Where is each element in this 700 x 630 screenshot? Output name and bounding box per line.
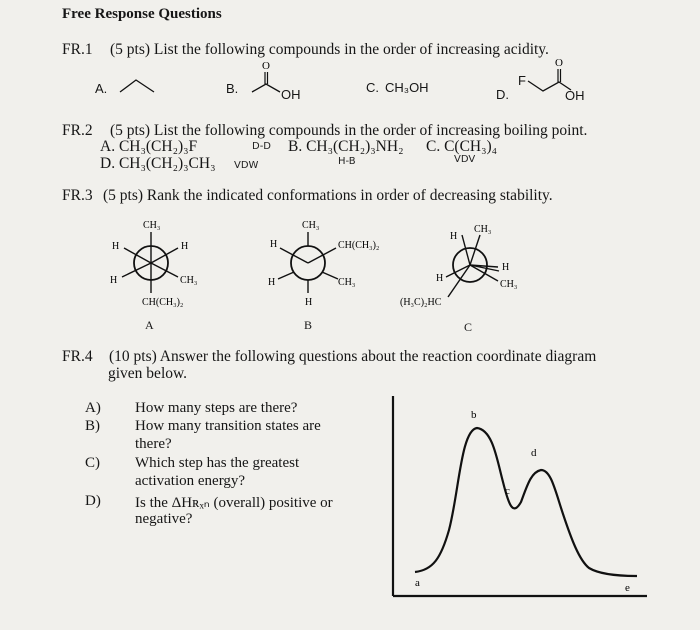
fr4-q-d-line2: negative? <box>135 511 193 527</box>
newman-a-lower-right: CH₃ <box>180 275 198 286</box>
fr4-q-a-letter: A) <box>85 400 101 416</box>
fr4-number: FR.4 <box>62 348 93 365</box>
fr4-q-b-line1: How many transition states are <box>135 418 321 434</box>
newman-b-top: CH₃ <box>302 220 320 231</box>
newman-c-lower-right: CH₃ <box>500 279 518 290</box>
newman-c-right: H <box>502 262 510 273</box>
diagram-label-b: b <box>471 409 477 421</box>
diagram-label-c: c <box>505 485 510 497</box>
fr2-note-b: H-B <box>338 156 356 167</box>
newman-a-top: CH₃ <box>143 220 161 231</box>
fr3-number: FR.3 <box>62 187 93 204</box>
newman-c-bottom: (H₃C)₂HC <box>400 297 442 308</box>
newman-a-upper-left: H <box>112 241 120 252</box>
fr1-number: FR.1 <box>62 41 93 58</box>
energy-curve <box>415 428 637 576</box>
fr4-q-c-line1: Which step has the greatest <box>135 455 300 471</box>
newman-b-upper-right: CH(CH₃)₂ <box>338 240 380 251</box>
fr2-compound-d: D. CH₃(CH₂)₃CH₃ <box>100 155 216 172</box>
fr4-q-c-letter: C) <box>85 455 100 471</box>
fr1-option-d-fluoro: F <box>518 73 526 88</box>
fr1-option-c-letter: C. <box>366 80 379 95</box>
newman-c-top: CH₃ <box>474 224 492 235</box>
fr1-propane-structure <box>118 76 158 96</box>
fr2-compound-c: C. C(CH₃)₄ <box>426 138 498 155</box>
newman-projection-c <box>398 215 548 330</box>
newman-b-lower-left: H <box>268 277 276 288</box>
newman-a-lower-left: H <box>110 275 118 286</box>
fr2-number: FR.2 <box>62 122 93 139</box>
fr2-compound-a: A. CH₃(CH₂)₃F <box>100 138 198 155</box>
fr1-option-b-oh: OH <box>281 87 301 102</box>
fr1-option-c-label: CH₃OH <box>385 80 429 95</box>
fr1-option-a-letter: A. <box>95 81 108 96</box>
fr4-q-b-line2: there? <box>135 436 172 452</box>
fr4-prompt-line1: (10 pts) Answer the following questions about the reaction coordinate diagram <box>109 348 597 365</box>
newman-a-bottom: CH(CH₃)₂ <box>142 297 184 308</box>
fr2-note-d: VDW <box>234 160 259 171</box>
fr1-d-carbonyl-o: O <box>555 57 563 69</box>
fr1-option-d-oh: OH <box>565 88 585 103</box>
newman-b-bottom: H <box>305 297 313 308</box>
reaction-coordinate-diagram <box>385 390 655 605</box>
newman-b-label: B <box>304 318 313 332</box>
newman-b-upper-left: H <box>270 239 278 250</box>
fr1-b-carbonyl-o: O <box>262 60 270 72</box>
fr3-prompt: (5 pts) Rank the indicated conformations in order of decreasing stability. <box>103 187 553 204</box>
fr1-option-b-letter: B. <box>226 81 239 96</box>
newman-projection-b <box>258 215 408 330</box>
fr2-compound-b: B. CH₃(CH₂)₃NH₂ <box>288 138 404 155</box>
fr2-note-a: D-D <box>252 141 272 152</box>
fr4-q-c-line2: activation energy? <box>135 473 246 489</box>
newman-c-top-left: H <box>450 231 458 242</box>
fr4-q-a-line1: How many steps are there? <box>135 400 298 416</box>
newman-a-label: A <box>145 318 154 332</box>
newman-c-lower-left: H <box>436 273 444 284</box>
newman-b-lower-right: CH₃ <box>338 277 356 288</box>
diagram-label-d: d <box>531 447 537 459</box>
fr1-prompt: (5 pts) List the following compounds in the order of increasing acidity. <box>110 41 549 58</box>
newman-a-upper-right: H <box>181 241 189 252</box>
fr4-prompt-line2: given below. <box>108 365 188 382</box>
fr4-q-d-line1: Is the ΔHʀₓₙ (overall) positive or <box>135 495 333 511</box>
fr2-prompt: (5 pts) List the following compounds in the order of increasing boiling point. <box>110 122 588 139</box>
newman-c-label: C <box>464 320 473 334</box>
fr4-q-b-letter: B) <box>85 418 100 434</box>
diagram-label-a: a <box>415 577 420 589</box>
fr2-note-c: VDV <box>454 154 476 165</box>
page-title: Free Response Questions <box>62 6 222 22</box>
fr4-q-d-letter: D) <box>85 493 101 509</box>
diagram-label-e: e <box>625 582 630 594</box>
newman-projection-a <box>106 215 216 330</box>
fr1-option-d-letter: D. <box>496 87 509 102</box>
